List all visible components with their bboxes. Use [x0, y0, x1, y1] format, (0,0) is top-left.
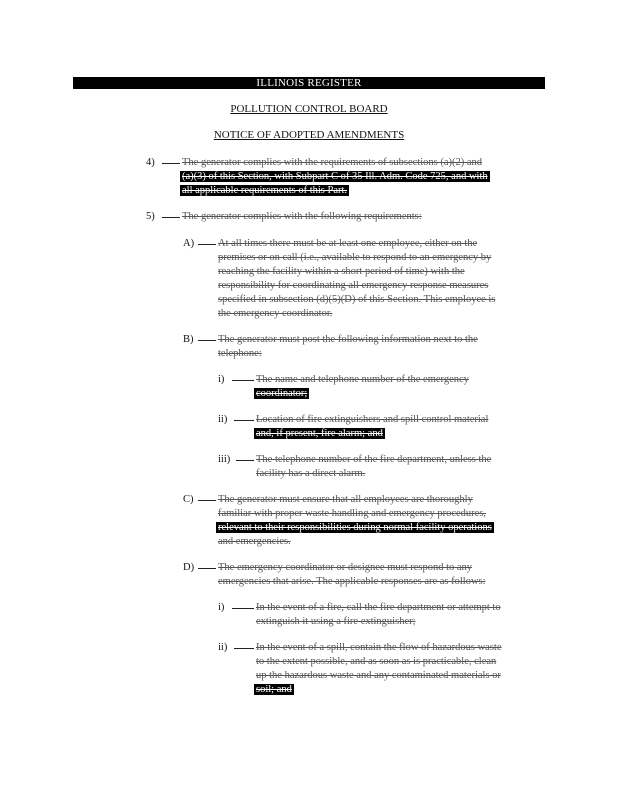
item-5c-line-3	[216, 522, 494, 534]
item-5b-iii-marker: iii)	[218, 454, 231, 465]
item-5d-i-marker: i)	[218, 602, 225, 613]
register-title: ILLINOIS REGISTER	[256, 77, 362, 89]
board-title-text: POLLUTION CONTROL BOARD	[230, 103, 388, 115]
board-title	[0, 103, 618, 116]
item-5d-ii-marker: ii)	[218, 642, 228, 653]
item-5c-marker: C)	[183, 494, 194, 505]
notice-title-text: NOTICE OF ADOPTED AMENDMENTS	[213, 129, 405, 141]
item-5c-line-4: and emergencies.	[218, 536, 291, 547]
item-5b-i-rule	[232, 380, 254, 381]
item-5d-ii-line-3: up the hazardous waste and any contaminated materials or	[256, 670, 501, 681]
register-banner	[73, 77, 545, 89]
item-5d-marker: D)	[183, 562, 195, 573]
item-5d-line-1: The emergency coordinator or designee must respond to any	[218, 562, 473, 573]
item-5d-ii-line-4	[254, 684, 294, 696]
item-5a-marker: A)	[183, 238, 195, 249]
item-5b-ii-line-2-text: and, if present, fire alarm; and	[256, 428, 383, 439]
item-5b-i-line-2	[254, 388, 309, 400]
item-5d-ii-line-2: to the extent possible, and as soon as is practicable, clean	[256, 656, 497, 667]
item-5b-line-1: The generator must post the following information next to the	[218, 334, 478, 345]
item-5b-iii-line-2: facility has a direct alarm.	[256, 468, 366, 479]
item-5b-i-line-1: The name and telephone number of the emergency	[256, 374, 469, 385]
item-5d-ii-line-1: In the event of a spill, contain the flow of hazardous waste	[256, 642, 502, 653]
item-5d-ii-line-4-text: soil; and	[256, 684, 292, 695]
item-5a-line-2: premises or on call (i.e., available to respond to an emergency by	[218, 252, 492, 263]
item-5c-line-1: The generator must ensure that all employees are thoroughly	[218, 494, 473, 505]
item-5d-i-line-1: In the event of a fire, call the fire department or attempt to	[256, 602, 501, 613]
item-4-line-3-text: all applicable requirements of this Part.	[182, 185, 348, 196]
item-5-line-1: The generator complies with the following requirements:	[182, 211, 422, 222]
item-5-rule	[162, 217, 180, 218]
item-4-line-3	[180, 185, 349, 197]
item-5c-line-3-text: relevant to their responsibilities during normal facility operations	[218, 522, 492, 533]
item-5b-marker: B)	[183, 334, 194, 345]
item-5-marker: 5)	[146, 211, 155, 222]
item-5b-ii-rule	[234, 420, 254, 421]
item-5a-rule	[198, 244, 216, 245]
item-5d-rule	[198, 568, 216, 569]
item-5d-line-2: emergencies that arise. The applicable responses are as follows:	[218, 576, 486, 587]
item-5b-i-marker: i)	[218, 374, 225, 385]
item-4-marker: 4)	[146, 157, 155, 168]
item-5a-line-1: At all times there must be at least one employee, either on the	[218, 238, 478, 249]
item-5d-i-rule	[232, 608, 254, 609]
item-5b-ii-marker: ii)	[218, 414, 228, 425]
item-5a-line-5: specified in subsection (d)(5)(D) of this Section. This employee is	[218, 294, 496, 305]
item-5b-iii-line-1: The telephone number of the fire department, unless the	[256, 454, 492, 465]
item-5b-ii-line-1: Location of fire extinguishers and spill control material	[256, 414, 489, 425]
item-5d-ii-rule	[234, 648, 254, 649]
item-5a-line-3: reaching the facility within a short period of time) with the	[218, 266, 465, 277]
item-4-rule	[162, 163, 180, 164]
item-4-line-1: The generator complies with the requirements of subsections (a)(2) and	[182, 157, 483, 168]
item-4-line-2-text: (a)(3) of this Section, with Subpart C of 35 Ill. Adm. Code 725, and with	[182, 171, 488, 182]
item-5c-line-2: familiar with proper waste handling and emergency procedures,	[218, 508, 487, 519]
item-5b-ii-line-2	[254, 428, 385, 440]
item-5c-rule	[198, 500, 216, 501]
item-5b-rule	[198, 340, 216, 341]
item-5a-line-6: the emergency coordinator.	[218, 308, 333, 319]
item-5b-i-line-2-text: coordinator;	[256, 388, 308, 399]
item-5b-line-2: telephone:	[218, 348, 262, 359]
item-5b-iii-rule	[236, 460, 254, 461]
item-5d-i-line-2: extinguish it using a fire extinguisher;	[256, 616, 416, 627]
notice-title	[0, 129, 618, 142]
item-5a-line-4: responsibility for coordinating all emergency response measures	[218, 280, 489, 291]
item-4-line-2	[180, 171, 490, 183]
